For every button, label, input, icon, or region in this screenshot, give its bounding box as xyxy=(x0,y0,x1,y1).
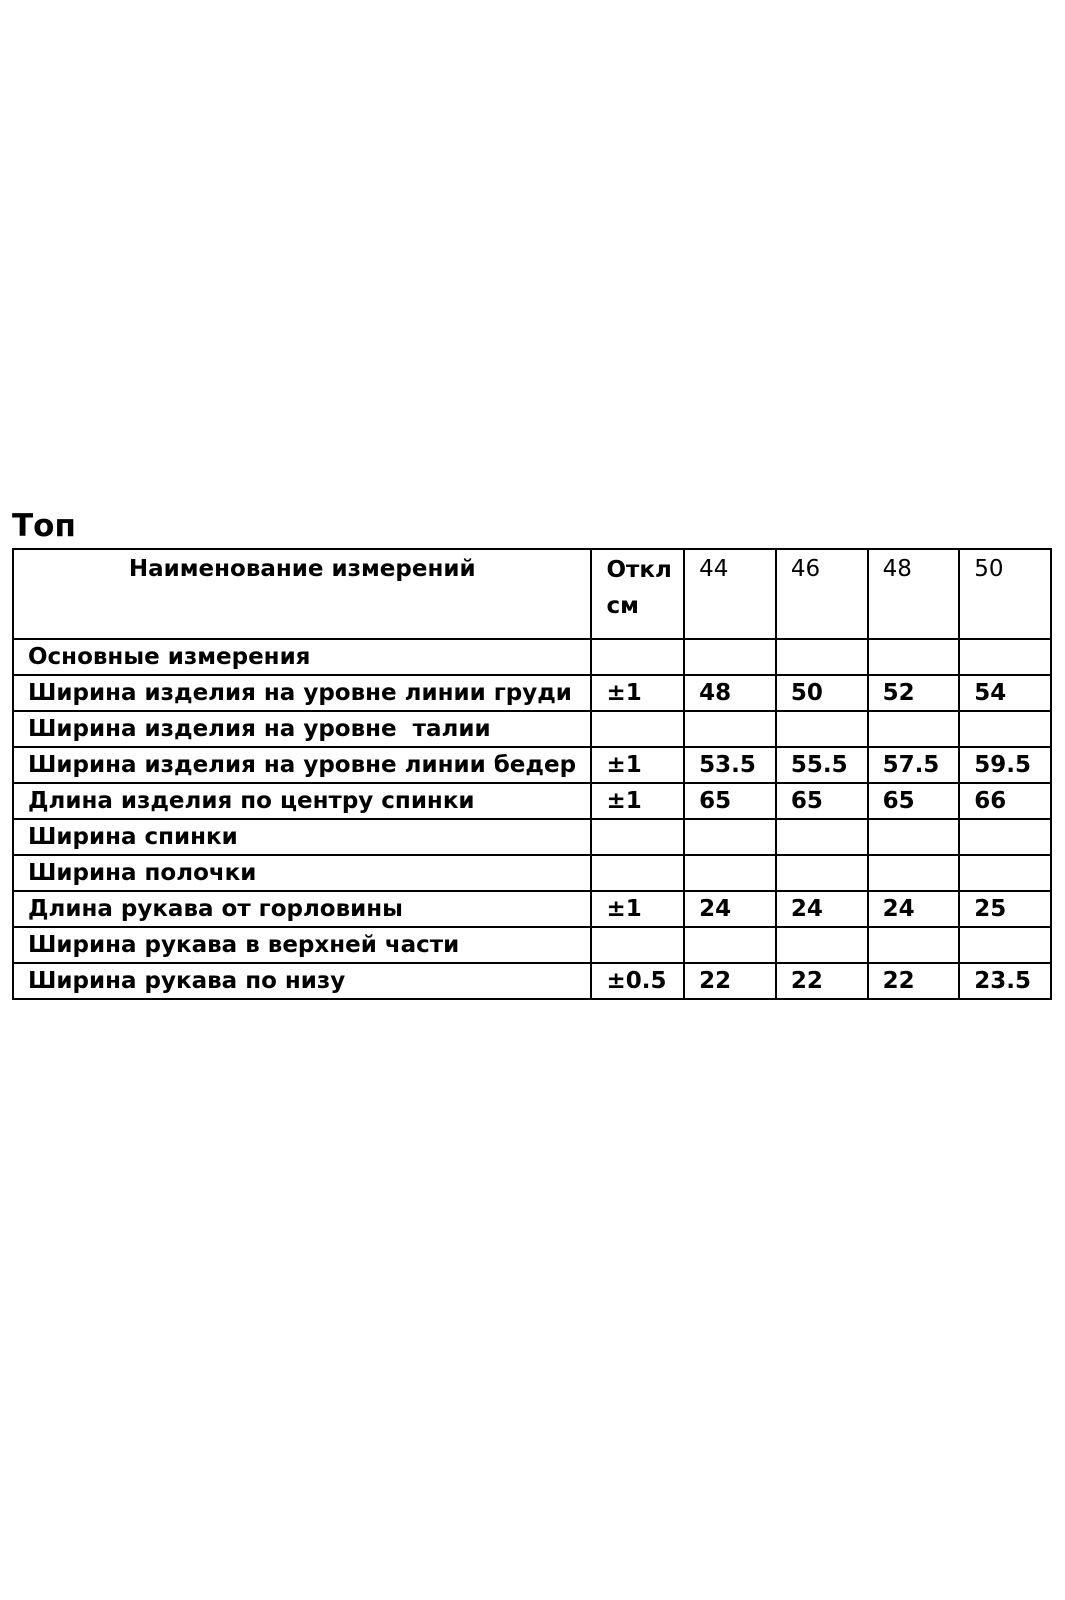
row-value-50 xyxy=(959,711,1051,747)
row-value-50 xyxy=(959,639,1051,675)
row-value-48 xyxy=(868,819,960,855)
header-size-50: 50 xyxy=(959,549,1051,639)
header-tolerance xyxy=(591,549,684,639)
table-header xyxy=(13,549,1051,639)
row-value-48 xyxy=(868,855,960,891)
header-size-46: 46 xyxy=(776,549,868,639)
row-value-48: 52 xyxy=(868,675,960,711)
table-row xyxy=(13,747,1051,783)
row-value-48: 22 xyxy=(868,963,960,999)
row-value-44 xyxy=(684,855,776,891)
row-name: Длина рукава от горловины xyxy=(13,891,591,927)
header-size-44: 44 xyxy=(684,549,776,639)
row-value-44: 24 xyxy=(684,891,776,927)
row-value-46 xyxy=(776,711,868,747)
table-row xyxy=(13,675,1051,711)
row-value-48: 24 xyxy=(868,891,960,927)
table-row xyxy=(13,819,1051,855)
row-name: Ширина изделия на уровне талии xyxy=(13,711,591,747)
row-tolerance xyxy=(591,639,684,675)
row-value-48: 65 xyxy=(868,783,960,819)
row-name: Ширина рукава по низу xyxy=(13,963,591,999)
row-name: Ширина спинки xyxy=(13,819,591,855)
table-row xyxy=(13,711,1051,747)
table-row xyxy=(13,963,1051,999)
table-row xyxy=(13,639,1051,675)
row-value-46: 22 xyxy=(776,963,868,999)
row-value-50: 66 xyxy=(959,783,1051,819)
row-tolerance xyxy=(591,819,684,855)
table-row xyxy=(13,927,1051,963)
row-value-50: 54 xyxy=(959,675,1051,711)
row-tolerance: ±1 xyxy=(591,783,684,819)
header-measurement-name: Наименование измерений xyxy=(13,549,591,639)
row-tolerance: ±1 xyxy=(591,747,684,783)
row-name: Основные измерения xyxy=(13,639,591,675)
row-tolerance: ±1 xyxy=(591,891,684,927)
row-value-50 xyxy=(959,855,1051,891)
row-value-44 xyxy=(684,639,776,675)
row-value-44 xyxy=(684,927,776,963)
row-tolerance: ±0.5 xyxy=(591,963,684,999)
header-size-48: 48 xyxy=(868,549,960,639)
row-tolerance xyxy=(591,855,684,891)
row-value-48 xyxy=(868,711,960,747)
row-name: Ширина полочки xyxy=(13,855,591,891)
row-value-48 xyxy=(868,639,960,675)
row-value-48 xyxy=(868,927,960,963)
row-tolerance xyxy=(591,927,684,963)
table-row xyxy=(13,891,1051,927)
row-value-46: 24 xyxy=(776,891,868,927)
row-value-46 xyxy=(776,639,868,675)
row-name: Длина изделия по центру спинки xyxy=(13,783,591,819)
row-value-50: 59.5 xyxy=(959,747,1051,783)
row-value-44: 65 xyxy=(684,783,776,819)
size-table xyxy=(12,548,1052,1000)
table-row xyxy=(13,783,1051,819)
row-value-50 xyxy=(959,927,1051,963)
row-name: Ширина изделия на уровне линии бедер xyxy=(13,747,591,783)
row-value-50 xyxy=(959,819,1051,855)
document-title: Топ xyxy=(12,508,76,544)
row-value-48: 57.5 xyxy=(868,747,960,783)
row-value-46 xyxy=(776,819,868,855)
row-tolerance: ±1 xyxy=(591,675,684,711)
row-tolerance xyxy=(591,711,684,747)
row-name: Ширина изделия на уровне линии груди xyxy=(13,675,591,711)
row-value-44: 22 xyxy=(684,963,776,999)
table-row xyxy=(13,855,1051,891)
row-value-46: 65 xyxy=(776,783,868,819)
row-value-44: 48 xyxy=(684,675,776,711)
row-value-50: 23.5 xyxy=(959,963,1051,999)
header-tolerance-line2: см xyxy=(606,593,639,619)
row-value-46 xyxy=(776,927,868,963)
row-value-44 xyxy=(684,711,776,747)
header-row xyxy=(13,549,1051,639)
row-value-46: 50 xyxy=(776,675,868,711)
row-value-50: 25 xyxy=(959,891,1051,927)
row-value-44: 53.5 xyxy=(684,747,776,783)
row-value-46 xyxy=(776,855,868,891)
header-tolerance-line1: Откл xyxy=(606,557,672,583)
row-value-46: 55.5 xyxy=(776,747,868,783)
row-name: Ширина рукава в верхней части xyxy=(13,927,591,963)
row-value-44 xyxy=(684,819,776,855)
table-body xyxy=(13,639,1051,999)
